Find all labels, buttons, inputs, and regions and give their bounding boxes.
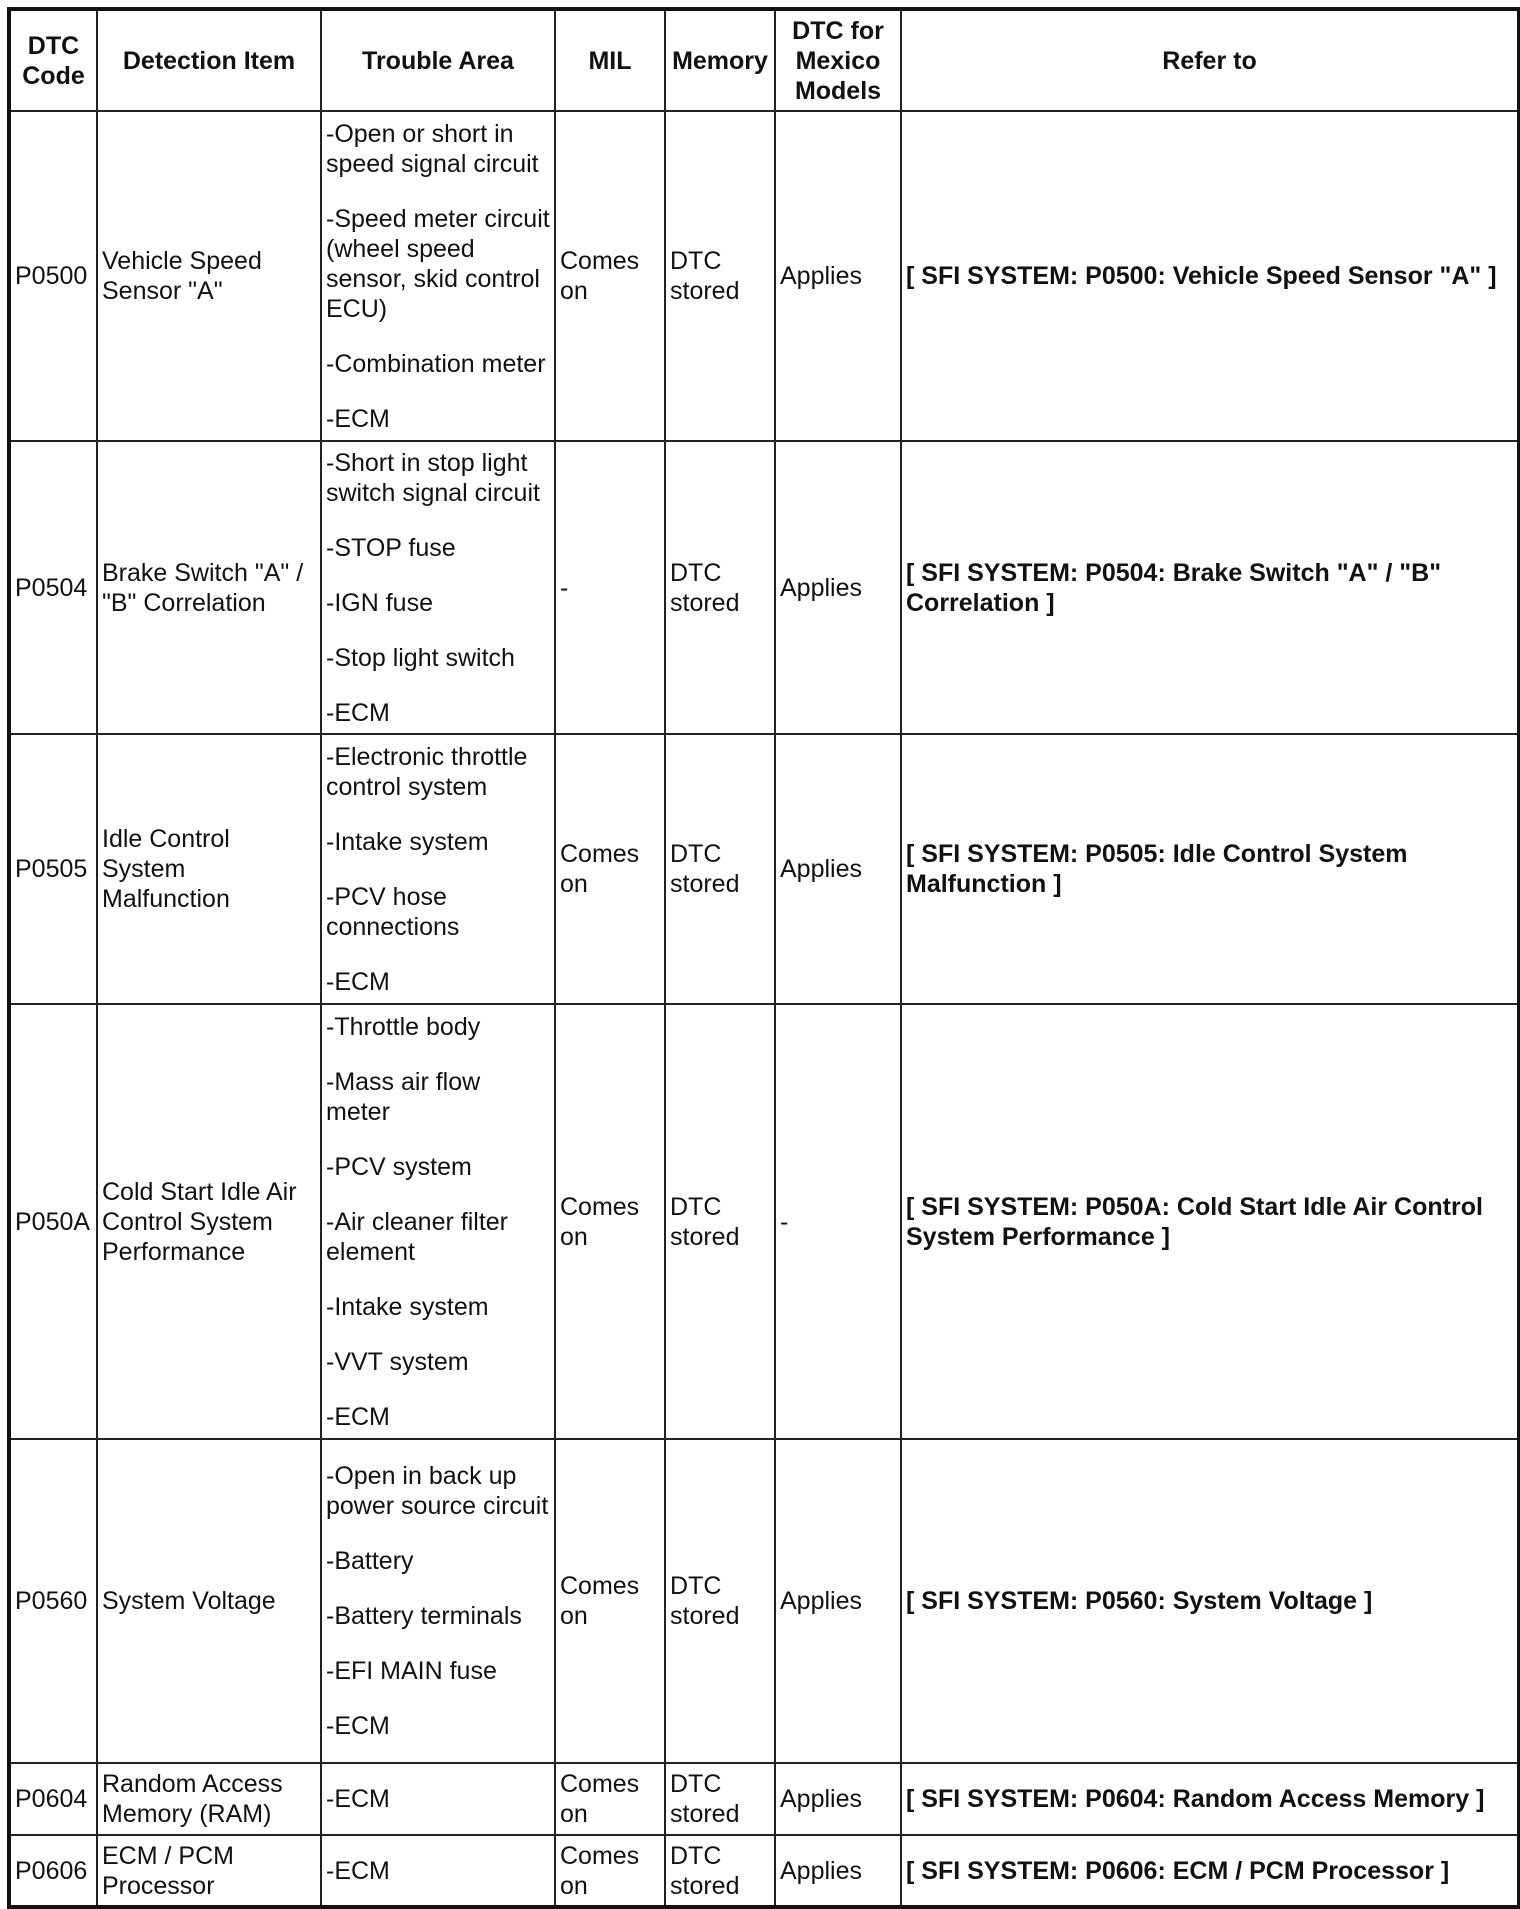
- mil-status: Comes on: [555, 1835, 665, 1907]
- header-refer-to: Refer to: [901, 9, 1519, 111]
- table-row: [9, 111, 1519, 441]
- detection-item: Brake Switch "A" / "B" Correlation: [97, 441, 321, 734]
- detection-item: Vehicle Speed Sensor "A": [97, 111, 321, 441]
- trouble-area-line: -VVT system: [326, 1347, 469, 1376]
- refer-link[interactable]: [ SFI SYSTEM: P0500: Vehicle Speed Sensor "A" ]: [901, 111, 1519, 441]
- trouble-area-line: -Open in back up power source circuit: [326, 1462, 549, 1520]
- trouble-area: [321, 441, 555, 734]
- mexico-status: Applies: [775, 1439, 901, 1763]
- memory-status: DTC stored: [665, 734, 775, 1004]
- detection-item: Cold Start Idle Air Control System Performance: [97, 1004, 321, 1439]
- memory-status: DTC stored: [665, 1439, 775, 1763]
- header-row: [9, 9, 1519, 111]
- trouble-area-line: -Speed meter circuit (wheel speed sensor, skid control ECU): [326, 204, 550, 323]
- trouble-area-line: -Open or short in speed signal circuit: [326, 119, 539, 178]
- trouble-area-line: -ECM: [326, 404, 390, 433]
- header-mexico: DTC for Mexico Models: [775, 9, 901, 111]
- dtc-table: [7, 7, 1520, 1909]
- mil-status: Comes on: [555, 111, 665, 441]
- trouble-area-line: -EFI MAIN fuse: [326, 1657, 497, 1685]
- dtc-code: P050A: [9, 1004, 97, 1439]
- trouble-area-line: -STOP fuse: [326, 533, 456, 562]
- trouble-area-line: -Air cleaner filter element: [326, 1207, 508, 1266]
- memory-status: DTC stored: [665, 1004, 775, 1439]
- mil-status: Comes on: [555, 1004, 665, 1439]
- trouble-area: [321, 1763, 555, 1835]
- trouble-area-line: -ECM: [326, 1856, 390, 1885]
- mexico-status: Applies: [775, 1763, 901, 1835]
- detection-item: ECM / PCM Processor: [97, 1835, 321, 1907]
- detection-item: System Voltage: [97, 1439, 321, 1763]
- mexico-status: Applies: [775, 441, 901, 734]
- refer-link[interactable]: [ SFI SYSTEM: P0505: Idle Control System Malfunction ]: [901, 734, 1519, 1004]
- memory-status: DTC stored: [665, 111, 775, 441]
- refer-link[interactable]: [ SFI SYSTEM: P050A: Cold Start Idle Air Control System Performance ]: [901, 1004, 1519, 1439]
- dtc-code: P0504: [9, 441, 97, 734]
- trouble-area-line: -Short in stop light switch signal circuit: [326, 448, 540, 507]
- table-row: [9, 1763, 1519, 1835]
- trouble-area-line: -ECM: [326, 698, 390, 727]
- trouble-area: [321, 111, 555, 441]
- header-trouble-area: Trouble Area: [321, 9, 555, 111]
- trouble-area: [321, 1439, 555, 1763]
- trouble-area-line: -ECM: [326, 1785, 390, 1813]
- trouble-area-line: -ECM: [326, 1712, 390, 1740]
- trouble-area-line: -ECM: [326, 967, 390, 996]
- refer-link[interactable]: [ SFI SYSTEM: P0604: Random Access Memory ]: [901, 1763, 1519, 1835]
- refer-link[interactable]: [ SFI SYSTEM: P0504: Brake Switch "A" / "B" Correlation ]: [901, 441, 1519, 734]
- header-dtc-code: DTC Code: [9, 9, 97, 111]
- dtc-code: P0500: [9, 111, 97, 441]
- table-row: [9, 1835, 1519, 1907]
- mil-status: Comes on: [555, 734, 665, 1004]
- memory-status: DTC stored: [665, 1835, 775, 1907]
- table-row: [9, 1004, 1519, 1439]
- trouble-area-line: -Battery terminals: [326, 1602, 522, 1630]
- trouble-area-line: -PCV system: [326, 1152, 472, 1181]
- mil-status: Comes on: [555, 1439, 665, 1763]
- trouble-area-line: -Throttle body: [326, 1012, 481, 1041]
- detection-item: Idle Control System Malfunction: [97, 734, 321, 1004]
- dtc-code: P0604: [9, 1763, 97, 1835]
- memory-status: DTC stored: [665, 441, 775, 734]
- dtc-code: P0606: [9, 1835, 97, 1907]
- table-row: [9, 734, 1519, 1004]
- refer-link[interactable]: [ SFI SYSTEM: P0606: ECM / PCM Processor ]: [901, 1835, 1519, 1907]
- header-memory: Memory: [665, 9, 775, 111]
- header-mil: MIL: [555, 9, 665, 111]
- trouble-area-line: -IGN fuse: [326, 588, 433, 617]
- trouble-area: [321, 1835, 555, 1907]
- trouble-area-line: -PCV hose connections: [326, 882, 460, 941]
- trouble-area-line: -Mass air flow meter: [326, 1067, 481, 1126]
- dtc-code: P0505: [9, 734, 97, 1004]
- table-row: [9, 1439, 1519, 1763]
- mexico-status: Applies: [775, 1835, 901, 1907]
- trouble-area-line: -Battery: [326, 1547, 414, 1575]
- memory-status: DTC stored: [665, 1763, 775, 1835]
- mexico-status: Applies: [775, 734, 901, 1004]
- trouble-area: [321, 1004, 555, 1439]
- mil-status: -: [555, 441, 665, 734]
- trouble-area-line: -Electronic throttle control system: [326, 742, 528, 801]
- header-detection-item: Detection Item: [97, 9, 321, 111]
- trouble-area: [321, 734, 555, 1004]
- mexico-status: Applies: [775, 111, 901, 441]
- mil-status: Comes on: [555, 1763, 665, 1835]
- table-row: [9, 441, 1519, 734]
- mexico-status: -: [775, 1004, 901, 1439]
- refer-link[interactable]: [ SFI SYSTEM: P0560: System Voltage ]: [901, 1439, 1519, 1763]
- dtc-code: P0560: [9, 1439, 97, 1763]
- trouble-area-line: -Stop light switch: [326, 643, 515, 672]
- trouble-area-line: -Intake system: [326, 1292, 489, 1321]
- trouble-area-line: -ECM: [326, 1402, 390, 1431]
- detection-item: Random Access Memory (RAM): [97, 1763, 321, 1835]
- trouble-area-line: -Intake system: [326, 827, 489, 856]
- trouble-area-line: -Combination meter: [326, 349, 546, 378]
